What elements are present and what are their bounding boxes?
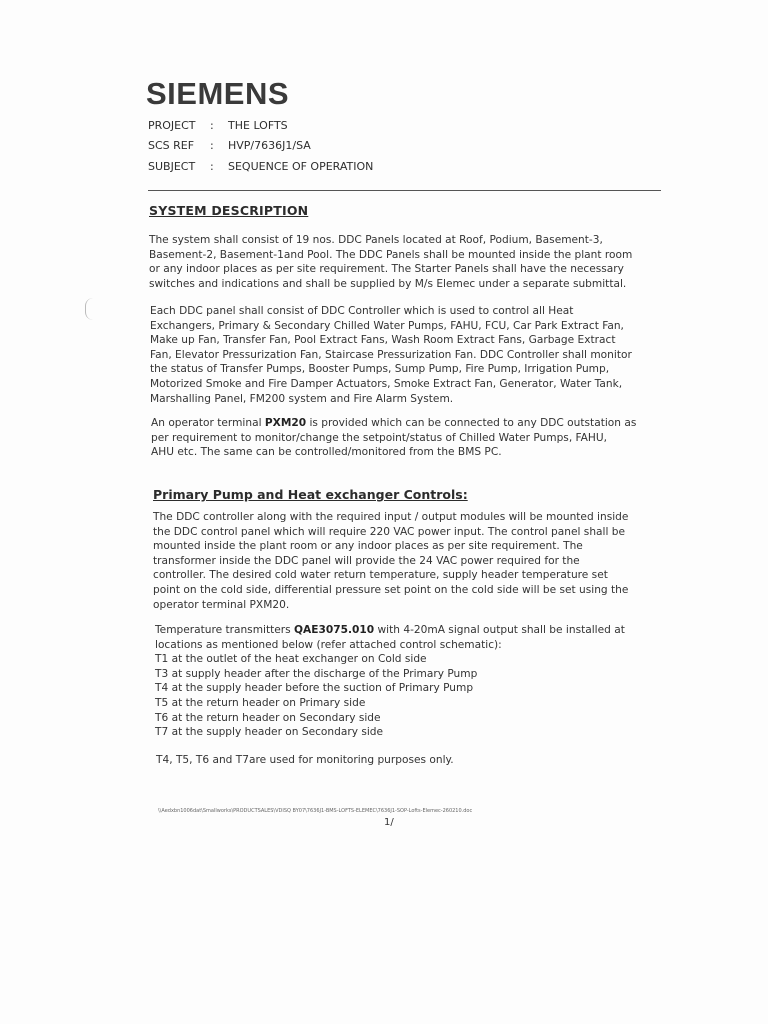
text-run: An operator terminal <box>151 417 265 429</box>
scan-mark <box>85 298 94 320</box>
text-line: switches and indications and shall be supplied by M/s Elemec under a separate submittal. <box>149 277 627 290</box>
text-line <box>151 416 636 431</box>
text-line: AHU etc. The same can be controlled/monitored from the BMS PC. <box>151 446 502 459</box>
text-line: locations as mentioned below (refer attached control schematic): <box>155 638 502 651</box>
text-line: the DDC control panel which will require 220 VAC power input. The control panel shall be <box>153 525 626 538</box>
pxm20-bold: PXM20 <box>264 417 307 429</box>
text-line: T3 at supply header after the discharge of the Primary Pump <box>155 667 478 680</box>
text-line: Make up Fan, Transfer Fan, Pool Extract Fans, Wash Room Extract Fans, Garbage Extract <box>150 334 616 347</box>
field-colon: : <box>210 139 214 152</box>
system-paragraph-1 <box>149 233 632 291</box>
field-key: PROJECT <box>148 119 196 132</box>
controls-paragraph-2 <box>155 623 625 740</box>
text-line: T4, T5, T6 and T7are used for monitoring purposes only. <box>156 754 454 766</box>
text-line: operator terminal PXM20. <box>153 598 290 611</box>
text-line: Each DDC panel shall consist of DDC Controller which is used to control all Heat <box>150 305 574 317</box>
system-paragraph-3 <box>151 416 636 460</box>
text-line: transformer inside the DDC panel will provide the 24 VAC power required for the <box>153 554 580 567</box>
text-line: Fan, Elevator Pressurization Fan, Staircase Pressurization Fan. DDC Controller shall monitor <box>150 348 632 361</box>
controls-paragraph-3 <box>156 753 454 768</box>
text-line: per requirement to monitor/change the setpoint/status of Chilled Water Pumps, FAHU, <box>151 431 608 444</box>
text-line: T5 at the return header on Primary side <box>155 696 366 709</box>
system-paragraph-2 <box>150 304 632 406</box>
text-line: or any indoor places as per site requirement. The Starter Panels shall have the necessary <box>149 263 624 276</box>
project-field <box>148 119 288 132</box>
text-line: mounted inside the plant room or any indoor places as per site requirement. The <box>153 540 583 553</box>
field-value: HVP/7636J1/SA <box>228 139 311 152</box>
subject-field <box>148 160 373 173</box>
scs-ref-field <box>148 139 311 152</box>
primary-pump-heading: Primary Pump and Heat exchanger Controls: <box>153 487 468 502</box>
text-line: Motorized Smoke and Fire Damper Actuators, Smoke Extract Fan, Generator, Water Tank, <box>150 377 623 390</box>
header-divider <box>148 190 661 191</box>
text-line: The system shall consist of 19 nos. DDC Panels located at Roof, Podium, Basement-3, <box>149 234 603 246</box>
text-line <box>155 623 625 638</box>
text-line: point on the cold side, differential pressure set point on the cold side will be set using the <box>153 583 629 596</box>
text-line: Exchangers, Primary & Secondary Chilled Water Pumps, FAHU, FCU, Car Park Extract Fan, <box>150 319 624 332</box>
text-run: with 4-20mA signal output shall be installed at <box>374 624 625 636</box>
file-path-footer: \\Aedxbn1006dat\Smallworks\PRODUCTSALES\VDISQ BY07\7636J1-BMS-LOFTS-ELEMEC\7636J1-SOP-Lofts-Elemec-260210.doc <box>158 808 473 814</box>
controls-paragraph-1 <box>153 510 628 612</box>
field-colon: : <box>210 119 214 132</box>
text-line: Marshalling Panel, FM200 system and Fire Alarm System. <box>150 392 454 405</box>
field-key: SUBJECT <box>148 160 196 173</box>
text-line: T7 at the supply header on Secondary side <box>155 726 384 739</box>
system-description-heading: SYSTEM DESCRIPTION <box>149 203 309 218</box>
text-line: T4 at the supply header before the suction of Primary Pump <box>155 682 474 695</box>
text-line: T1 at the outlet of the heat exchanger on Cold side <box>155 653 427 666</box>
field-value: SEQUENCE OF OPERATION <box>228 160 374 173</box>
text-run: Temperature transmitters <box>155 624 295 636</box>
text-line: The DDC controller along with the required input / output modules will be mounted inside <box>153 511 629 523</box>
page-number: 1/ <box>384 817 394 828</box>
text-line: controller. The desired cold water return temperature, supply header temperature set <box>153 569 608 582</box>
field-value: THE LOFTS <box>228 119 288 132</box>
text-line: T6 at the return header on Secondary side <box>155 711 381 724</box>
field-colon: : <box>210 160 214 173</box>
siemens-logo: SIEMENS <box>146 76 290 111</box>
qae3075-bold: QAE3075.010 <box>294 624 375 636</box>
field-key: SCS REF <box>148 139 195 152</box>
text-line: Basement-2, Basement-1and Pool. The DDC Panels shall be mounted inside the plant room <box>149 248 633 261</box>
text-run: is provided which can be connected to any DDC outstation as <box>306 417 637 429</box>
text-line: the status of Transfer Pumps, Booster Pumps, Sump Pump, Fire Pump, Irrigation Pump, <box>150 363 610 376</box>
